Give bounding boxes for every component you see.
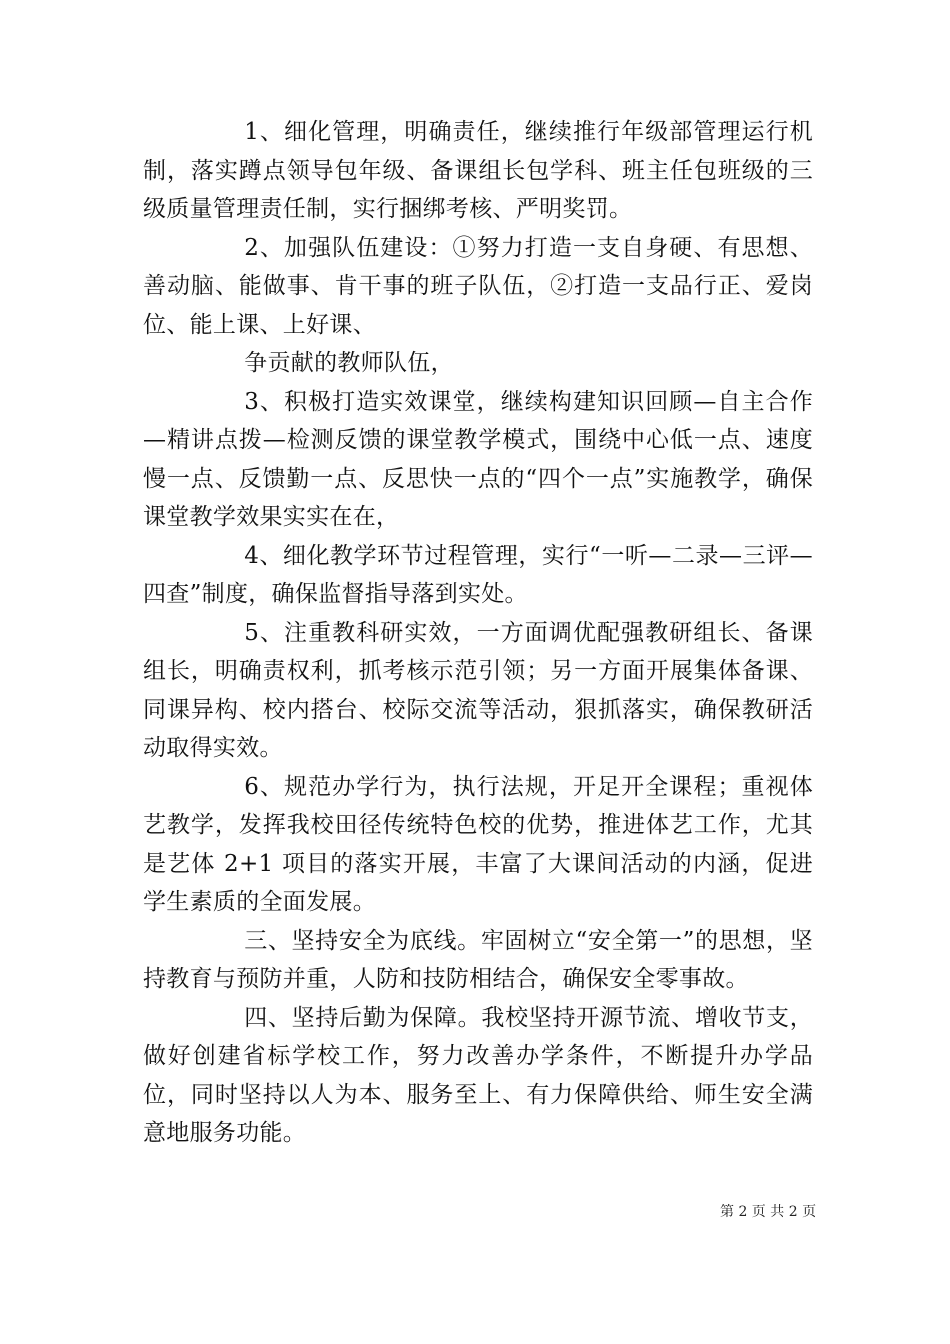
page-number-footer: 第 2 页 共 2 页 [720, 1204, 817, 1220]
paragraph-teacher-team: 争贡献的教师队伍， [244, 350, 454, 376]
paragraph-logistics: 四、坚持后勤为保障。我校坚持开源节流、增收节支，做好创建省标学校工作，努力改善办学条件，不断提升办学品位，同时坚持以人为本、服务至上、有力保障供给、师生安全满意地服务功能。 [143, 1004, 813, 1146]
paragraph-refined-management: 1、细化管理，明确责任，继续推行年级部管理运行机制，落实蹲点领导包年级、备课组长包学科、班主任包班级的三级质量管理责任制，实行捆绑考核、严明奖罚。 [143, 119, 813, 222]
paragraph-effective-classroom: 3、积极打造实效课堂，继续构建知识回顾—自主合作—精讲点拨—检测反馈的课堂教学模式，围绕中心低一点、速度慢一点、反馈勤一点、反思快一点的“四个一点”实施教学，确保课堂教学效果实实在在， [143, 388, 813, 530]
paragraph-team-building: 2、加强队伍建设：①努力打造一支自身硬、有思想、善动脑、能做事、肯干事的班子队伍，②打造一支品行正、爱岗位、能上课、上好课、 [143, 234, 813, 338]
paragraph-teaching-process: 4、细化教学环节过程管理，实行“一听—二录—三评—四查”制度，确保监督指导落到实处。 [143, 542, 813, 607]
paragraph-school-conduct: 6、规范办学行为，执行法规，开足开全课程；重视体艺教学，发挥我校田径传统特色校的优势，推进体艺工作，尤其是艺体 2+1 项目的落实开展，丰富了大课间活动的内涵，促进学生素质的全面发展。 [143, 773, 813, 915]
paragraph-research-effectiveness: 5、注重教科研实效，一方面调优配强教研组长、备课组长，明确责权利，抓考核示范引领；另一方面开展集体备课、同课异构、校内搭台、校际交流等活动，狠抓落实，确保教研活动取得实效。 [143, 619, 813, 761]
paragraph-safety: 三、坚持安全为底线。牢固树立“安全第一”的思想，坚持教育与预防并重，人防和技防相结合，确保安全零事故。 [143, 927, 813, 992]
document-body [143, 113, 813, 1153]
